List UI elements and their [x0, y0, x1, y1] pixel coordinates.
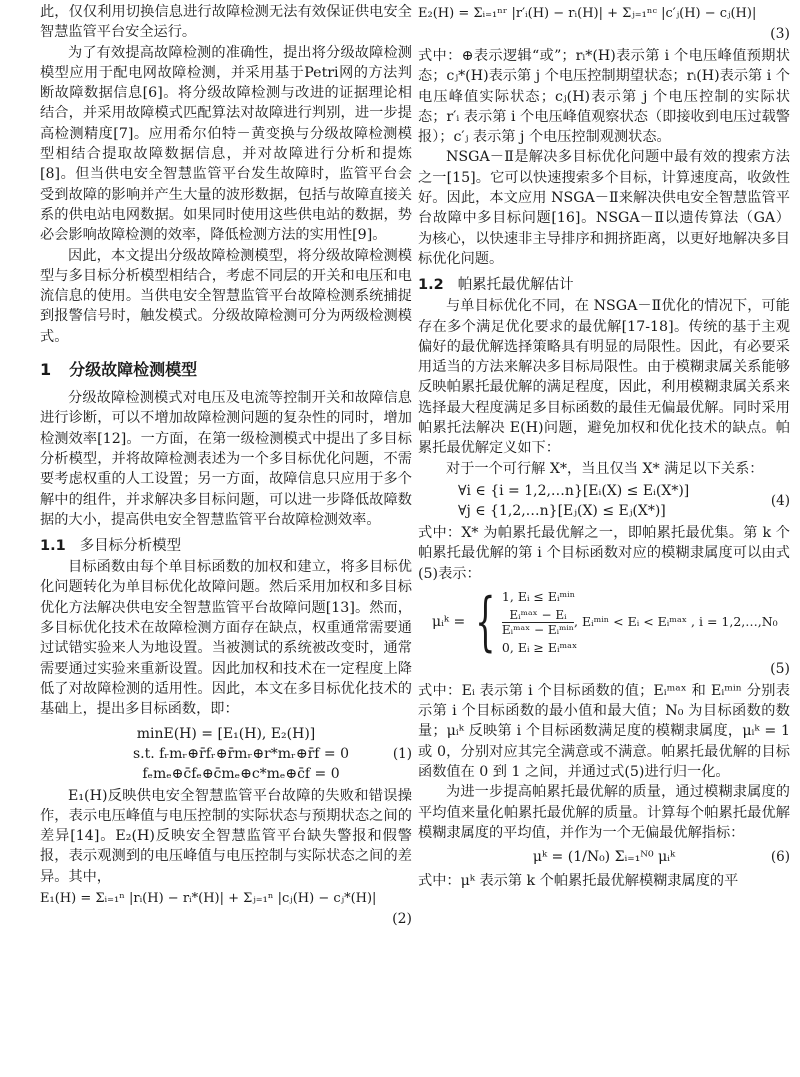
equation-line: ∀i ∈ {i = 1,2,…n}[Eᵢ(X) ≤ Eᵢ(X*)]: [458, 482, 690, 499]
paragraph: 目标函数由每个单目标函数的加权和建立，将多目标优化问题转化为单目标优化故障问题。然后采用加权和多目标优化方法解决供电安全智慧监管平台故障问题[13]。然而，多目标优化技术在故障检测方面存在缺点，权重通常需要通过试错实验来人为地设置。当被测试的系统被改变时，通常需要通过实验来重新设置。因此加权和技术在一定程度上降低了对故障检测的适用性。因此，本文在多目标优化技术的基础上，提出多目标函数，即：: [40, 559, 412, 718]
subsection-heading: [418, 273, 790, 294]
fraction: [502, 608, 574, 637]
equation-case-condition: , Eᵢᵐⁱⁿ < Eᵢ < Eᵢᵐᵃˣ , i = 1,2,…,N₀: [574, 613, 778, 629]
section-title: 分级故障检测模型: [69, 360, 198, 380]
fraction-numerator: Eᵢᵐᵃˣ − Eᵢ: [502, 608, 574, 623]
paragraph: 此，仅仅利用切换信息进行故障检测无法有效保证供电安全智慧监管平台安全运行。: [40, 4, 412, 41]
equation-case: 0, Eᵢ ≥ Eᵢᵐᵃˣ: [501, 639, 578, 655]
equation-number: (3): [770, 26, 790, 42]
paragraph: 式中：μᵏ 表示第 k 个帕累托最优解模糊隶属度的平: [418, 873, 739, 890]
subsection-title: 多目标分析模型: [79, 538, 182, 555]
section-number: 1: [40, 360, 52, 380]
equation-1: [40, 724, 412, 784]
equation-5: [418, 586, 790, 679]
paragraph: 为了有效提高故障检测的准确性，提出将分级故障检测模型应用于配电网故障检测，并采用基于Petri网的方法判断故障数据信息[6]。将分级故障检测与改进的证据理论相结合，并采用故障模式匹配算法对故障进行判别，进一步提高检测精度[7]。应用希尔伯特－黄变换与分级故障检测模型相结合提取故障数据信息，并对故障进行分析和提炼[8]。但当供电安全智慧监管平台发生故障时，监管平台会受到故障的影响并产生大量的波形数据，包括与故障直接关系的供电站电网数据。如果同时使用这些供电站的数据，势必会影响故障检测的效率，降低检测方法的实用性[9]。: [40, 44, 412, 244]
paragraph: 因此，本文提出分级故障检测模型，将分级故障检测模型与多目标分析模型相结合，考虑不同层的开关和电压和电流信息的使用。当供电安全智慧监管平台故障检测系统捕捉到报警信号时，触发模式。分级故障检测可分为两级检测模式。: [40, 247, 412, 345]
equation-line: minE(H) = [E₁(H), E₂(H)]: [136, 725, 316, 742]
subsection-title: 帕累托最优解估计: [457, 277, 574, 294]
equation-line: fₑmₑ⊕c̄fₑ⊕c̄mₑ⊕c*mₑ⊕c̄f = 0: [142, 765, 340, 782]
paragraph: 式中：X* 为帕累托最优解之一，即帕累托最优集。第 k 个帕累托最优解的第 i 个目标函数对应的模糊隶属度可以由式(5)表示：: [418, 524, 790, 582]
paragraph: 式中：Eᵢ 表示第 i 个目标函数的值；Eᵢᵐᵃˣ 和 Eᵢᵐⁱⁿ 分别表示第 i 个目标函数的最小值和最大值；N₀ 为目标函数的数量；μᵢᵏ 反映第 i 个目标函数满足度的模糊隶属度，μᵢᵏ = 1 或 0，分别对应其完全满意或不满意。帕累托最优解的目标函数值在 0 到 1 之间，并通过式(5)进行归一化。: [418, 682, 790, 781]
equation-line: ∀j ∈ {1,2,…n}[Eⱼ(X) ≤ Eⱼ(X*)]: [458, 502, 666, 519]
equation-4: [418, 481, 790, 521]
subsection-number: 1.1: [40, 538, 66, 555]
paragraph: 与单目标优化不同，在 NSGA－Ⅱ优化的情况下，可能存在多个满足优化要求的最优解[17-18]。传统的基于主观偏好的最优解选择策略具有明显的局限性。因此，有必要采用适当的方法来解决多目标局限性。由于模糊隶属关系能够反映帕累托最优解的满足程度，因此，利用模糊隶属关系来选择最大程度满足多目标函数的最佳无偏最优解。同时采用帕累托法解决 E(H)问题，避免加权和优化技术的缺点。帕累托最优解定义如下：: [418, 298, 790, 457]
equation-line: E₂(H) = Σᵢ₌₁ⁿʳ |r′ᵢ(H) − rᵢ(H)| + Σⱼ₌₁ⁿᶜ |c′ⱼ(H) − cⱼ(H)|: [418, 6, 757, 21]
paragraph: 式中：⊕表示逻辑“或”；rᵢ*(H)表示第 i 个电压峰值预期状态；cⱼ*(H)表示第 j 个电压控制期望状态；rᵢ(H)表示第 i 个电压峰值实际状态；cⱼ(H)表示第 j 个电压控制的实际状态；r′ᵢ 表示第 i 个电压峰值观察状态（即接收到电压过载警报）；c′ⱼ 表示第 j 个电压控制观测状态。: [418, 48, 790, 146]
equation-2: [40, 889, 412, 929]
equation-line: E₁(H) = Σᵢ₌₁ⁿ |rᵢ(H) − rᵢ*(H)| + Σⱼ₌₁ⁿ |cⱼ(H) − cⱼ*(H)|: [40, 890, 377, 906]
left-column: [40, 2, 412, 931]
paragraph: 对于一个可行解 X*，当且仅当 X* 满足以下关系：: [446, 460, 764, 477]
equation-line: μᵏ = (1/N₀) Σᵢ₌₁ᴺ⁰ μᵢᵏ: [532, 849, 676, 866]
equation-number: (5): [770, 660, 790, 677]
paragraph: E₁(H)反映供电安全智慧监管平台故障的失败和错误操作，表示电压峰值与电压控制的实际状态与预期状态之间的差异[14]。E₂(H)反映安全智慧监管平台缺失警报和假警报，表示观测到的电压峰值与电压控制与实际状态之间的差异。其中，: [40, 787, 412, 885]
right-column: [418, 2, 790, 892]
brace-glyph: {: [475, 585, 496, 660]
equation-number: (2): [392, 910, 412, 927]
equation-number: (6): [770, 849, 790, 866]
equation-number: (4): [770, 492, 790, 509]
subsection-heading: [40, 534, 412, 555]
equation-3: [418, 4, 790, 44]
equation-lhs: μᵢᵏ =: [432, 614, 466, 631]
section-heading: [40, 357, 412, 380]
paragraph: 分级故障检测模式对电压及电流等控制开关和故障信息进行诊断，可以不增加故障检测问题的复杂性的同时，增加检测效率[12]。一方面，在第一级检测模式中提出了多目标分析模型，并将故障检测表述为一个多目标优化问题，不需要考虑权重的人工设置；另一方面，故障信息只应用于多个解中的组件，并求解决多目标问题，可以进一步降低故障数据的大小，提高供电安全智慧监管平台故障检测效率。: [40, 390, 412, 528]
subsection-number: 1.2: [418, 277, 444, 294]
equation-6: [418, 847, 790, 867]
paragraph: 为进一步提高帕累托最优解的质量，通过模糊隶属度的平均值来量化帕累托最优解的质量。计算每个帕累托最优解模糊隶属度的平均值，并作为一个无偏最优解指标：: [418, 784, 790, 841]
equation-line: s.t. fᵣmᵣ⊕r̄fᵣ⊕r̄mᵣ⊕r*mᵣ⊕r̄f = 0: [132, 745, 350, 762]
paragraph: NSGA－Ⅱ是解决多目标优化问题中最有效的搜索方法之一[15]。它可以快速搜索多个目标，计算速度高，收敛性好。因此，本文应用 NSGA－Ⅱ来解决供电安全智慧监管平台故障中多目标问题[16]。NSGA－Ⅱ以遗传算法（GA）为核心，以快速非主导排序和拥挤距离，以更好地解决多目标优化问题。: [418, 149, 790, 267]
equation-number: (1): [392, 745, 412, 762]
equation-case: 1, Eᵢ ≤ Eᵢᵐⁱⁿ: [501, 588, 576, 604]
fraction-denominator: Eᵢᵐᵃˣ − Eᵢᵐⁱⁿ: [501, 622, 574, 637]
